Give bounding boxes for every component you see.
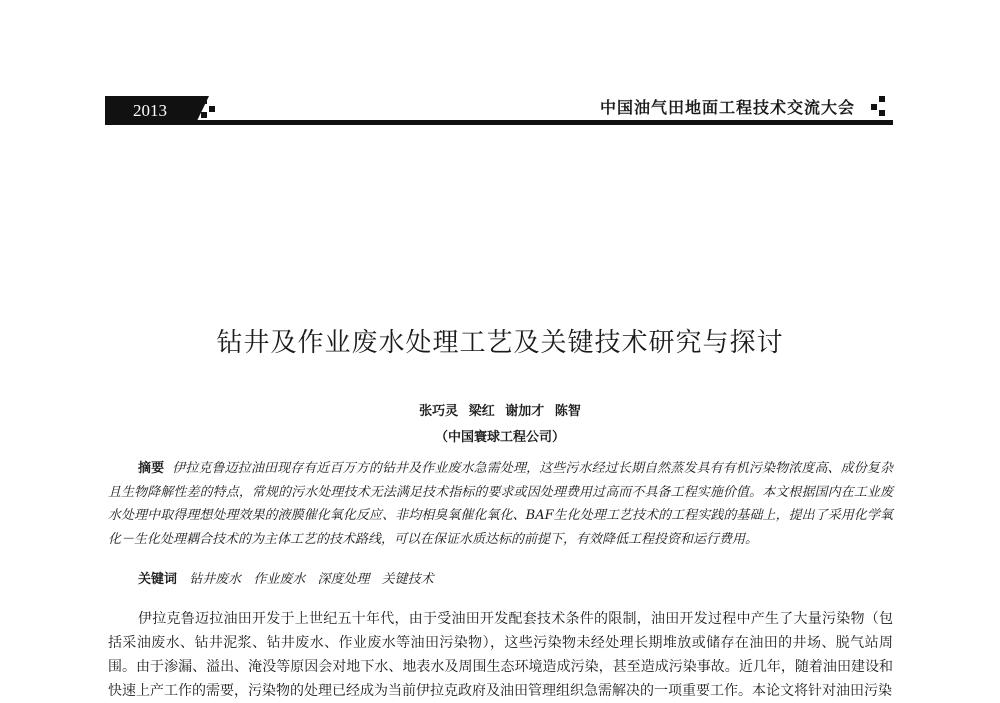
keywords (138, 568, 442, 587)
year-tab (105, 96, 195, 125)
decor-square-icon (879, 96, 885, 102)
keyword: 深度处理 (317, 572, 370, 587)
decor-square-icon (879, 110, 885, 116)
decor-square-icon (209, 106, 215, 112)
conference-title: 中国油气田地面工程技术交流大会 (599, 98, 855, 117)
affiliation: （中国寰球工程公司） (434, 430, 565, 445)
author: 张巧灵 (419, 404, 459, 419)
keyword: 作业废水 (253, 572, 306, 587)
paper-title: 钻井及作业废水处理工艺及关键技术研究与探讨 (216, 328, 784, 358)
abstract-label: 摘要 (138, 461, 165, 476)
decor-square-icon (201, 98, 207, 104)
author: 谢加才 (505, 404, 545, 419)
body-paragraph: 伊拉克鲁迈拉油田开发于上世纪五十年代，由于受油田开发配套技术条件的限制，油田开发过程中产生了大量污染物（包括采油废水、钻井泥浆、钻井废水、作业废水等油田污染物），这些污染物未经处理长期堆放或储存在油田的井场、脱气站周围。由于渗漏、溢出、淹没等原因会对地下水、地表水及周围生态环境造成污染，甚至造成污染事故。近几年，随着油田建设和快速上产工作的需要，污染物的处理已经成为当前伊拉克政府及油田管理组织急需解决的一项重要工作。本论文将针对油田污染 (108, 611, 893, 699)
year-label: 2013 (133, 101, 167, 120)
abstract-text: 伊拉克鲁迈拉油田现存有近百万方的钻井及作业废水急需处理，这些污水经过长期自然蒸发具有有机污染物浓度高、成份复杂且生物降解性差的特点，常规的污水处理技术无法满足技术指标的要求或因处理费用过高而不具备工程实施价值。本文根据国内在工业废水处理中取得理想处理效果的液膜催化氧化反应、非均相臭氧催化氧化、BAF生化处理工艺技术的工程实践的基础上，提出了采用化学氧化－生化处理耦合技术的为主体工艺的技术路线，可以在保证水质达标的前提下，有效降低工程投资和运行费用。 (108, 461, 893, 547)
decor-square-icon (871, 104, 877, 110)
running-header (105, 96, 893, 128)
decor-square-icon (201, 112, 207, 118)
keyword: 钻井废水 (189, 572, 242, 587)
abstract (108, 457, 893, 551)
author-list (0, 400, 1000, 419)
header-rule (105, 120, 893, 125)
keywords-label: 关键词 (138, 572, 178, 587)
author: 梁红 (468, 404, 495, 419)
author: 陈智 (554, 404, 581, 419)
keyword: 关键技术 (381, 572, 434, 587)
